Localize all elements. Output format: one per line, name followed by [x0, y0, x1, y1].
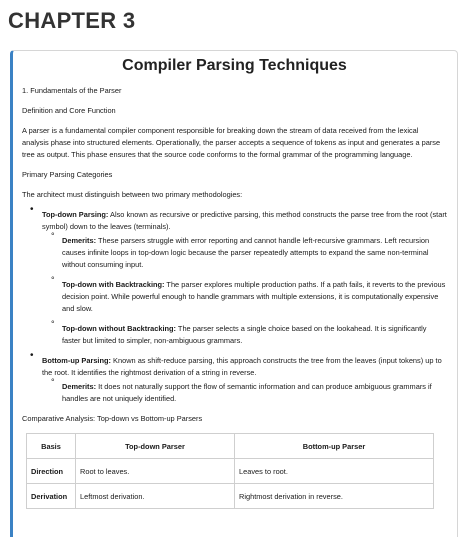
list-item-td-backtracking: [42, 275, 447, 315]
table-row: [27, 459, 434, 484]
table-cell: Leftmost derivation.: [76, 484, 235, 509]
list-item-bu-demerits: [42, 377, 447, 405]
table-cell: Derivation: [27, 484, 76, 509]
subsection-heading: Definition and Core Function: [22, 106, 116, 115]
circle-bullet-icon: °: [51, 319, 55, 329]
column-header: Top-down Parser: [76, 434, 235, 459]
item-text: Known as shift-reduce parsing, this approach constructs the tree from the leaves (input tokens) up to the root. It identifies the rightmost derivation of a string in reverse.: [42, 356, 442, 377]
comparison-table: [26, 433, 434, 509]
table-cell: Direction: [27, 459, 76, 484]
item-label: Top-down Parsing:: [42, 210, 109, 219]
item-text: It does not naturally support the flow of semantic information and can produce ambiguous grammars if handles are not uniquely identified.: [62, 382, 432, 403]
topdown-sublist: [42, 231, 447, 347]
chapter-heading: CHAPTER 3: [8, 8, 136, 33]
item-label: Top-down with Backtracking:: [62, 280, 165, 289]
bottomup-sublist: [42, 377, 447, 405]
table-cell: Leaves to root.: [235, 459, 434, 484]
section-heading: 1. Fundamentals of the Parser: [22, 86, 122, 95]
item-text: Also known as recursive or predictive parsing, this method constructs the parse tree from the root (start symbol) down to the leaves (terminals).: [42, 210, 447, 231]
circle-bullet-icon: °: [51, 275, 55, 285]
definition-paragraph: A parser is a fundamental compiler component responsible for breaking down the stream of data received from the lexical analysis phase into structured elements. Operationally, the parser accepts a sequence of tokens as input and generates a parse tree as output. This phase ensures that the source code conforms to the formal grammar of the programming language.: [22, 126, 441, 159]
list-item-topdown: [22, 204, 447, 347]
circle-bullet-icon: °: [51, 231, 55, 241]
table-cell: Rightmost derivation in reverse.: [235, 484, 434, 509]
table-caption: Comparative Analysis: Top-down vs Bottom-up Parsers: [22, 414, 203, 423]
column-header: Bottom-up Parser: [235, 434, 434, 459]
table-row: [27, 484, 434, 509]
item-text: The parser selects a single choice based on the lookahead. It is significantly faster but limited to simpler, non-ambiguous grammars.: [62, 324, 427, 345]
bullet-icon: •: [30, 350, 34, 361]
list-item-bottomup: [22, 350, 447, 405]
item-label: Bottom-up Parsing:: [42, 356, 111, 365]
column-header: Basis: [27, 434, 76, 459]
table-header-row: [27, 434, 434, 459]
subsection-heading: Primary Parsing Categories: [22, 170, 113, 179]
document-title: Compiler Parsing Techniques: [122, 57, 347, 74]
circle-bullet-icon: °: [51, 377, 55, 387]
item-label: Top-down without Backtracking:: [62, 324, 177, 333]
intro-paragraph: The architect must distinguish between two primary methodologies:: [22, 190, 243, 199]
content-card: [10, 50, 458, 537]
item-text: These parsers struggle with error reporting and cannot handle left-recursive grammars. Left recursion causes infinite loops in top-down logic because the parser repeatedly attempts to expand the same non-terminal without consuming input.: [62, 236, 430, 269]
table-cell: Root to leaves.: [76, 459, 235, 484]
parsing-categories-list: [22, 204, 447, 405]
list-item-td-no-backtracking: [42, 319, 447, 347]
item-label: Demerits:: [62, 382, 97, 391]
item-label: Demerits:: [62, 236, 97, 245]
list-item-td-demerits: [42, 231, 447, 271]
item-text: The parser explores multiple production paths. If a path fails, it reverts to the previous decision point. While powerful enough to handle grammars with multiple extensions, it is computationally expensive and slow.: [62, 280, 446, 313]
bullet-icon: •: [30, 204, 34, 215]
